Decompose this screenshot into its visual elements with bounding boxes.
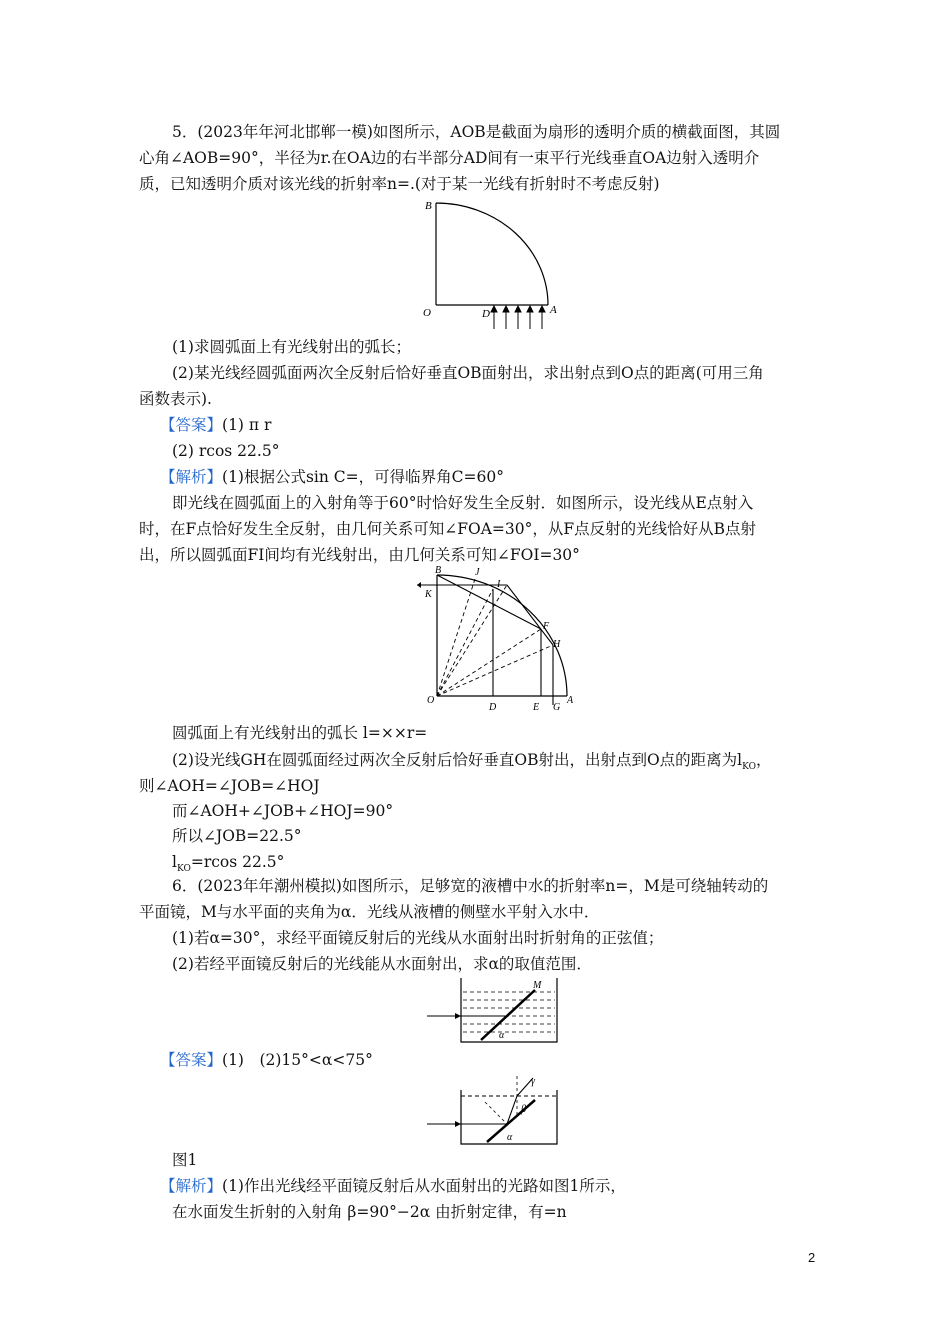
q5-ana7: 则∠AOH=∠JOB=∠HOJ	[139, 777, 320, 795]
q5-ana6-row	[172, 750, 772, 777]
fig4-label-gamma: γ	[531, 1076, 535, 1087]
q5-ana8: 而∠AOH+∠JOB+∠HOJ=90°	[172, 802, 394, 820]
q5-ana10-sub: KO	[176, 864, 191, 875]
incident-rays	[491, 306, 545, 329]
q5-ana10: =rcos 22.5°	[190, 853, 285, 871]
answer-tag: 【答案】	[160, 416, 223, 434]
fig2-label-i: I	[497, 579, 501, 590]
q6-line1: 6．(2023年年潮州模拟)如图所示，足够宽的液槽中水的折射率n=，M是可绕轴转动的	[172, 877, 769, 895]
q5-ana2: 即光线在圆弧面上的入射角等于60°时恰好发生全反射．如图所示，设光线从E点射入	[172, 494, 754, 512]
q6-sub1: (1)若α=30°，求经平面镜反射后的光线从水面射出时折射角的正弦值；	[172, 929, 664, 947]
fig2-label-k: K	[425, 589, 432, 600]
q6-ana1: (1)作出光线经平面镜反射后从水面射出的光路如图1所示，	[222, 1177, 626, 1195]
label-o: O	[423, 307, 431, 319]
fig2-label-d: D	[489, 702, 497, 713]
sector-figure-1	[420, 195, 570, 330]
q5-ana6: (2)设光线GH在圆弧面经过两次全反射后恰好垂直OB射出，出射点到O点的距离为l	[172, 751, 743, 769]
fig2-label-b: B	[435, 565, 442, 576]
fig2-label-e: E	[533, 702, 540, 713]
q5-line3: 质，已知透明介质对该光线的折射率n=.(对于某一光线有折射时不考虑反射)	[139, 175, 660, 193]
q5-answer1: (1) π r	[222, 416, 272, 434]
q5-ana9: 所以∠JOB=22.5°	[172, 827, 302, 845]
q5-sub2b: 函数表示).	[139, 390, 212, 408]
q5-analysis-row	[160, 467, 504, 487]
q6-answer-row	[160, 1050, 373, 1070]
q5-answer-row	[160, 415, 271, 435]
fig2-label-f: F	[543, 621, 550, 632]
fig2-label-j: J	[475, 567, 480, 578]
fig2-label-a: A	[567, 695, 574, 706]
fig3-label-alpha: α	[499, 1030, 505, 1041]
q6-answer: (1) (2)15°<α<75°	[222, 1051, 373, 1069]
fig2-label-o: O	[427, 695, 435, 706]
page-number: 2	[808, 1250, 816, 1265]
q6-sub2: (2)若经平面镜反射后的光线能从水面射出，求α的取值范围．	[172, 955, 592, 973]
q6-fig-caption: 图1	[172, 1151, 198, 1169]
fig4-label-alpha: α	[507, 1132, 513, 1143]
analysis-tag: 【解析】	[160, 468, 223, 486]
fig4-label-beta: β	[521, 1104, 526, 1115]
sector-figure-2	[415, 565, 580, 715]
fig2-label-g: G	[553, 702, 561, 713]
q5-sub2a: (2)某光线经圆弧面两次全反射后恰好垂直OB面射出，求出射点到O点的距离(可用三角	[172, 364, 764, 382]
q5-answer2: (2) rcos 22.5°	[172, 442, 280, 460]
tank-figure-1	[425, 976, 565, 1044]
q6-analysis-row	[160, 1176, 626, 1196]
arc-ab	[436, 203, 548, 305]
fig2-label-h: H	[553, 639, 561, 650]
q5-ana4: 出，所以圆弧面FI间均有光线射出，由几何关系可知∠FOI=30°	[139, 546, 580, 564]
q5-ana6-sub: KO	[742, 762, 756, 773]
q5-line2: 心角∠AOB=90°，半径为r.在OA边的右半部分AD间有一束平行光线垂直OA边射入透明介	[139, 149, 760, 167]
q6-analysis-tag: 【解析】	[160, 1177, 223, 1195]
tank-figure-2	[425, 1072, 565, 1147]
q6-line2: 平面镜，M与水平面的夹角为α．光线从液槽的侧壁水平射入水中．	[139, 903, 600, 921]
q6-answer-tag: 【答案】	[160, 1051, 223, 1069]
q5-ana3: 时，在F点恰好发生全反射，由几何关系可知∠FOA=30°，从F点反射的光线恰好从B点射	[139, 520, 757, 538]
q5-ana6-end: ，	[756, 751, 772, 769]
label-d: D	[482, 308, 490, 320]
radius-lines	[437, 579, 553, 696]
q5-ana5: 圆弧面上有光线射出的弧长 l=××r=	[172, 724, 428, 742]
q5-ana1: (1)根据公式sin C=，可得临界角C=60°	[222, 468, 504, 486]
fig3-label-m: M	[533, 980, 542, 991]
label-b: B	[425, 200, 432, 212]
q5-line1: 5．(2023年年河北邯郸一模)如图所示，AOB是截面为扇形的透明介质的横截面图，其圆	[172, 123, 781, 141]
label-a: A	[550, 304, 557, 316]
mirror-m	[481, 990, 535, 1040]
q5-ana10-pre: l	[172, 853, 177, 871]
q6-ana2: 在水面发生折射的入射角 β=90°−2α 由折射定律，有=n	[172, 1203, 567, 1221]
q5-sub1: (1)求圆弧面上有光线射出的弧长；	[172, 338, 411, 356]
